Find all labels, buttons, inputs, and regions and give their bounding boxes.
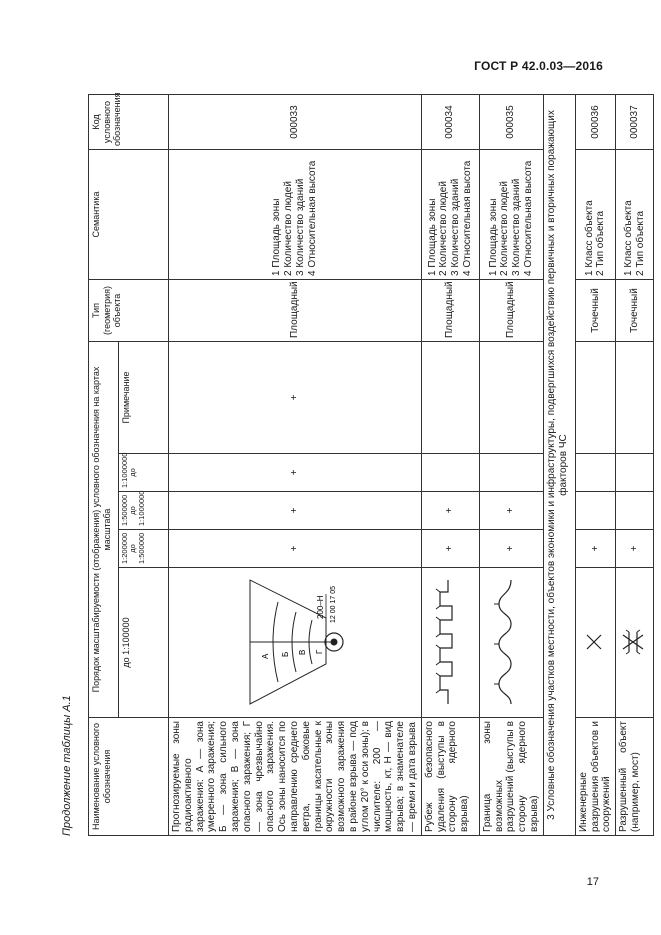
page-number: 17 <box>586 876 599 888</box>
row-scale-1000000 <box>421 454 479 492</box>
row-scale-1000000 <box>616 454 654 492</box>
semantics-item: 2 Количество людей <box>499 181 511 276</box>
row-semantics <box>169 150 422 280</box>
symbols-table <box>88 94 654 836</box>
row-name: Инженерные разрушения объектов и сооружений <box>575 718 615 836</box>
table-row <box>169 95 422 836</box>
semantics-item: 2 Количество людей <box>438 181 450 276</box>
row-semantics <box>575 150 615 280</box>
row-scale-200000: + <box>169 530 422 568</box>
row-scale-1000000 <box>479 454 543 492</box>
row-type: Точечный <box>616 280 654 342</box>
semantics-item: 3 Количество зданий <box>450 178 462 276</box>
destruction-boundary-symbol <box>489 573 529 713</box>
header-row-1 <box>89 95 119 836</box>
row-scale-200000: + <box>616 530 654 568</box>
zone-label-b: Б <box>280 652 290 658</box>
row-name: Прогнозируемые зоны радиоактивного заражения: А — зона умеренного заражения; Б — зона сильного заражения; В — зона опасного заражения; Г — зона чрезвычайно опасного заражения. Ось зоны наносится по направлению среднего ветра, боковые границы касательные к окружности зоны возможного заражения в районе взрыва — под углом 20° к оси зоны); в числителе: 200 — мощность, кт, Н — вид взрыва; в знаменателе — время и дата взрыва <box>169 718 422 836</box>
row-name: Рубеж безопасного удаления (выступы в сторону ядерного взрыва) <box>421 718 479 836</box>
row-symbol <box>616 568 654 718</box>
row-code: 000035 <box>479 95 543 150</box>
row-scale-200000: + <box>421 530 479 568</box>
section-title: 3 Условные обозначения участков местности, объектов экономики и инфраструктуры, подвергшихся воздействию первичных и вторичных поражающих факторов ЧС <box>543 95 575 836</box>
semantics-item: 4 Относительная высота <box>523 160 535 276</box>
symbol-denominator: 12 00 17 05 <box>329 586 337 624</box>
zone-label-v: В <box>297 650 307 656</box>
semantics-item: 2 Количество людей <box>283 181 295 276</box>
row-symbol <box>479 568 543 718</box>
col-header-order-group: Порядок масштабируемости (отображения) условного обозначения на картах масштаба <box>89 342 119 718</box>
contamination-zones-symbol <box>238 573 348 713</box>
col-header-scale-100000: до 1:100000 <box>119 568 169 718</box>
col-header-type: Тип (геометрия) объекта <box>89 280 169 342</box>
row-code: 000036 <box>575 95 615 150</box>
row-code: 000037 <box>616 95 654 150</box>
semantics-item: 2 Тип объекта <box>634 210 646 276</box>
row-type: Площадный <box>421 280 479 342</box>
semantics-item: 3 Количество зданий <box>294 178 306 276</box>
col-header-code: Код условного обозначения <box>89 95 169 150</box>
zone-label-a: А <box>260 654 270 660</box>
table-row <box>616 95 654 836</box>
col-header-name: Наименование условного обозначения <box>89 718 169 836</box>
row-note: + <box>169 342 422 454</box>
table-row <box>421 95 479 836</box>
semantics-item: 1 Класс объекта <box>622 200 634 276</box>
row-semantics <box>616 150 654 280</box>
semantics-item: 3 Количество зданий <box>511 178 523 276</box>
row-scale-500000: + <box>169 492 422 530</box>
safe-boundary-symbol <box>428 573 468 713</box>
table-row <box>575 95 615 836</box>
row-note <box>575 342 615 454</box>
row-name: Граница зоны возможных разрушений (выступы в сторону ядерного взрыва) <box>479 718 543 836</box>
col-header-scale-500000: 1:500000 до 1:1000000 <box>119 492 169 530</box>
row-code: 000034 <box>421 95 479 150</box>
row-note <box>616 342 654 454</box>
row-scale-500000: + <box>421 492 479 530</box>
section-row <box>543 95 575 836</box>
row-code: 000033 <box>169 95 422 150</box>
standard-designation: ГОСТ Р 42.0.03—2016 <box>474 59 603 73</box>
engineering-destruction-icon <box>582 631 606 655</box>
semantics-item: 1 Площадь зоны <box>426 198 438 276</box>
row-type: Точечный <box>575 280 615 342</box>
row-name: Разрушенный объект (например, мост) <box>616 718 654 836</box>
semantics-item: 1 Площадь зоны <box>271 198 283 276</box>
col-header-scale-1000000: 1:1000000 до <box>119 454 169 492</box>
destroyed-bridge-icon <box>619 629 647 657</box>
row-note <box>421 342 479 454</box>
row-scale-1000000 <box>575 454 615 492</box>
row-type: Площадный <box>479 280 543 342</box>
semantics-item: 4 Относительная высота <box>462 160 474 276</box>
semantics-item: 4 Относительная высота <box>306 160 318 276</box>
row-semantics <box>421 150 479 280</box>
table-row <box>479 95 543 836</box>
row-scale-500000 <box>575 492 615 530</box>
semantics-item: 1 Класс объекта <box>583 200 595 276</box>
row-scale-500000: + <box>479 492 543 530</box>
row-scale-500000 <box>616 492 654 530</box>
row-scale-200000: + <box>479 530 543 568</box>
col-header-scale-200000: 1:200000 до 1:500000 <box>119 530 169 568</box>
table-continuation-caption: Продолжение таблицы А.1 <box>61 695 73 836</box>
row-symbol <box>421 568 479 718</box>
semantics-item: 2 Тип объекта <box>595 210 607 276</box>
rotated-table-container <box>88 92 646 836</box>
row-note <box>479 342 543 454</box>
row-symbol <box>169 568 422 718</box>
row-symbol <box>575 568 615 718</box>
col-header-note: Примечание <box>119 342 169 454</box>
zone-label-g: Г <box>314 650 324 655</box>
row-semantics <box>479 150 543 280</box>
row-type: Площадный <box>169 280 422 342</box>
symbol-numerator: 200–Н <box>315 595 325 620</box>
row-scale-1000000: + <box>169 454 422 492</box>
col-header-semantics: Семантика <box>89 150 169 280</box>
semantics-item: 1 Площадь зоны <box>487 198 499 276</box>
row-scale-200000: + <box>575 530 615 568</box>
